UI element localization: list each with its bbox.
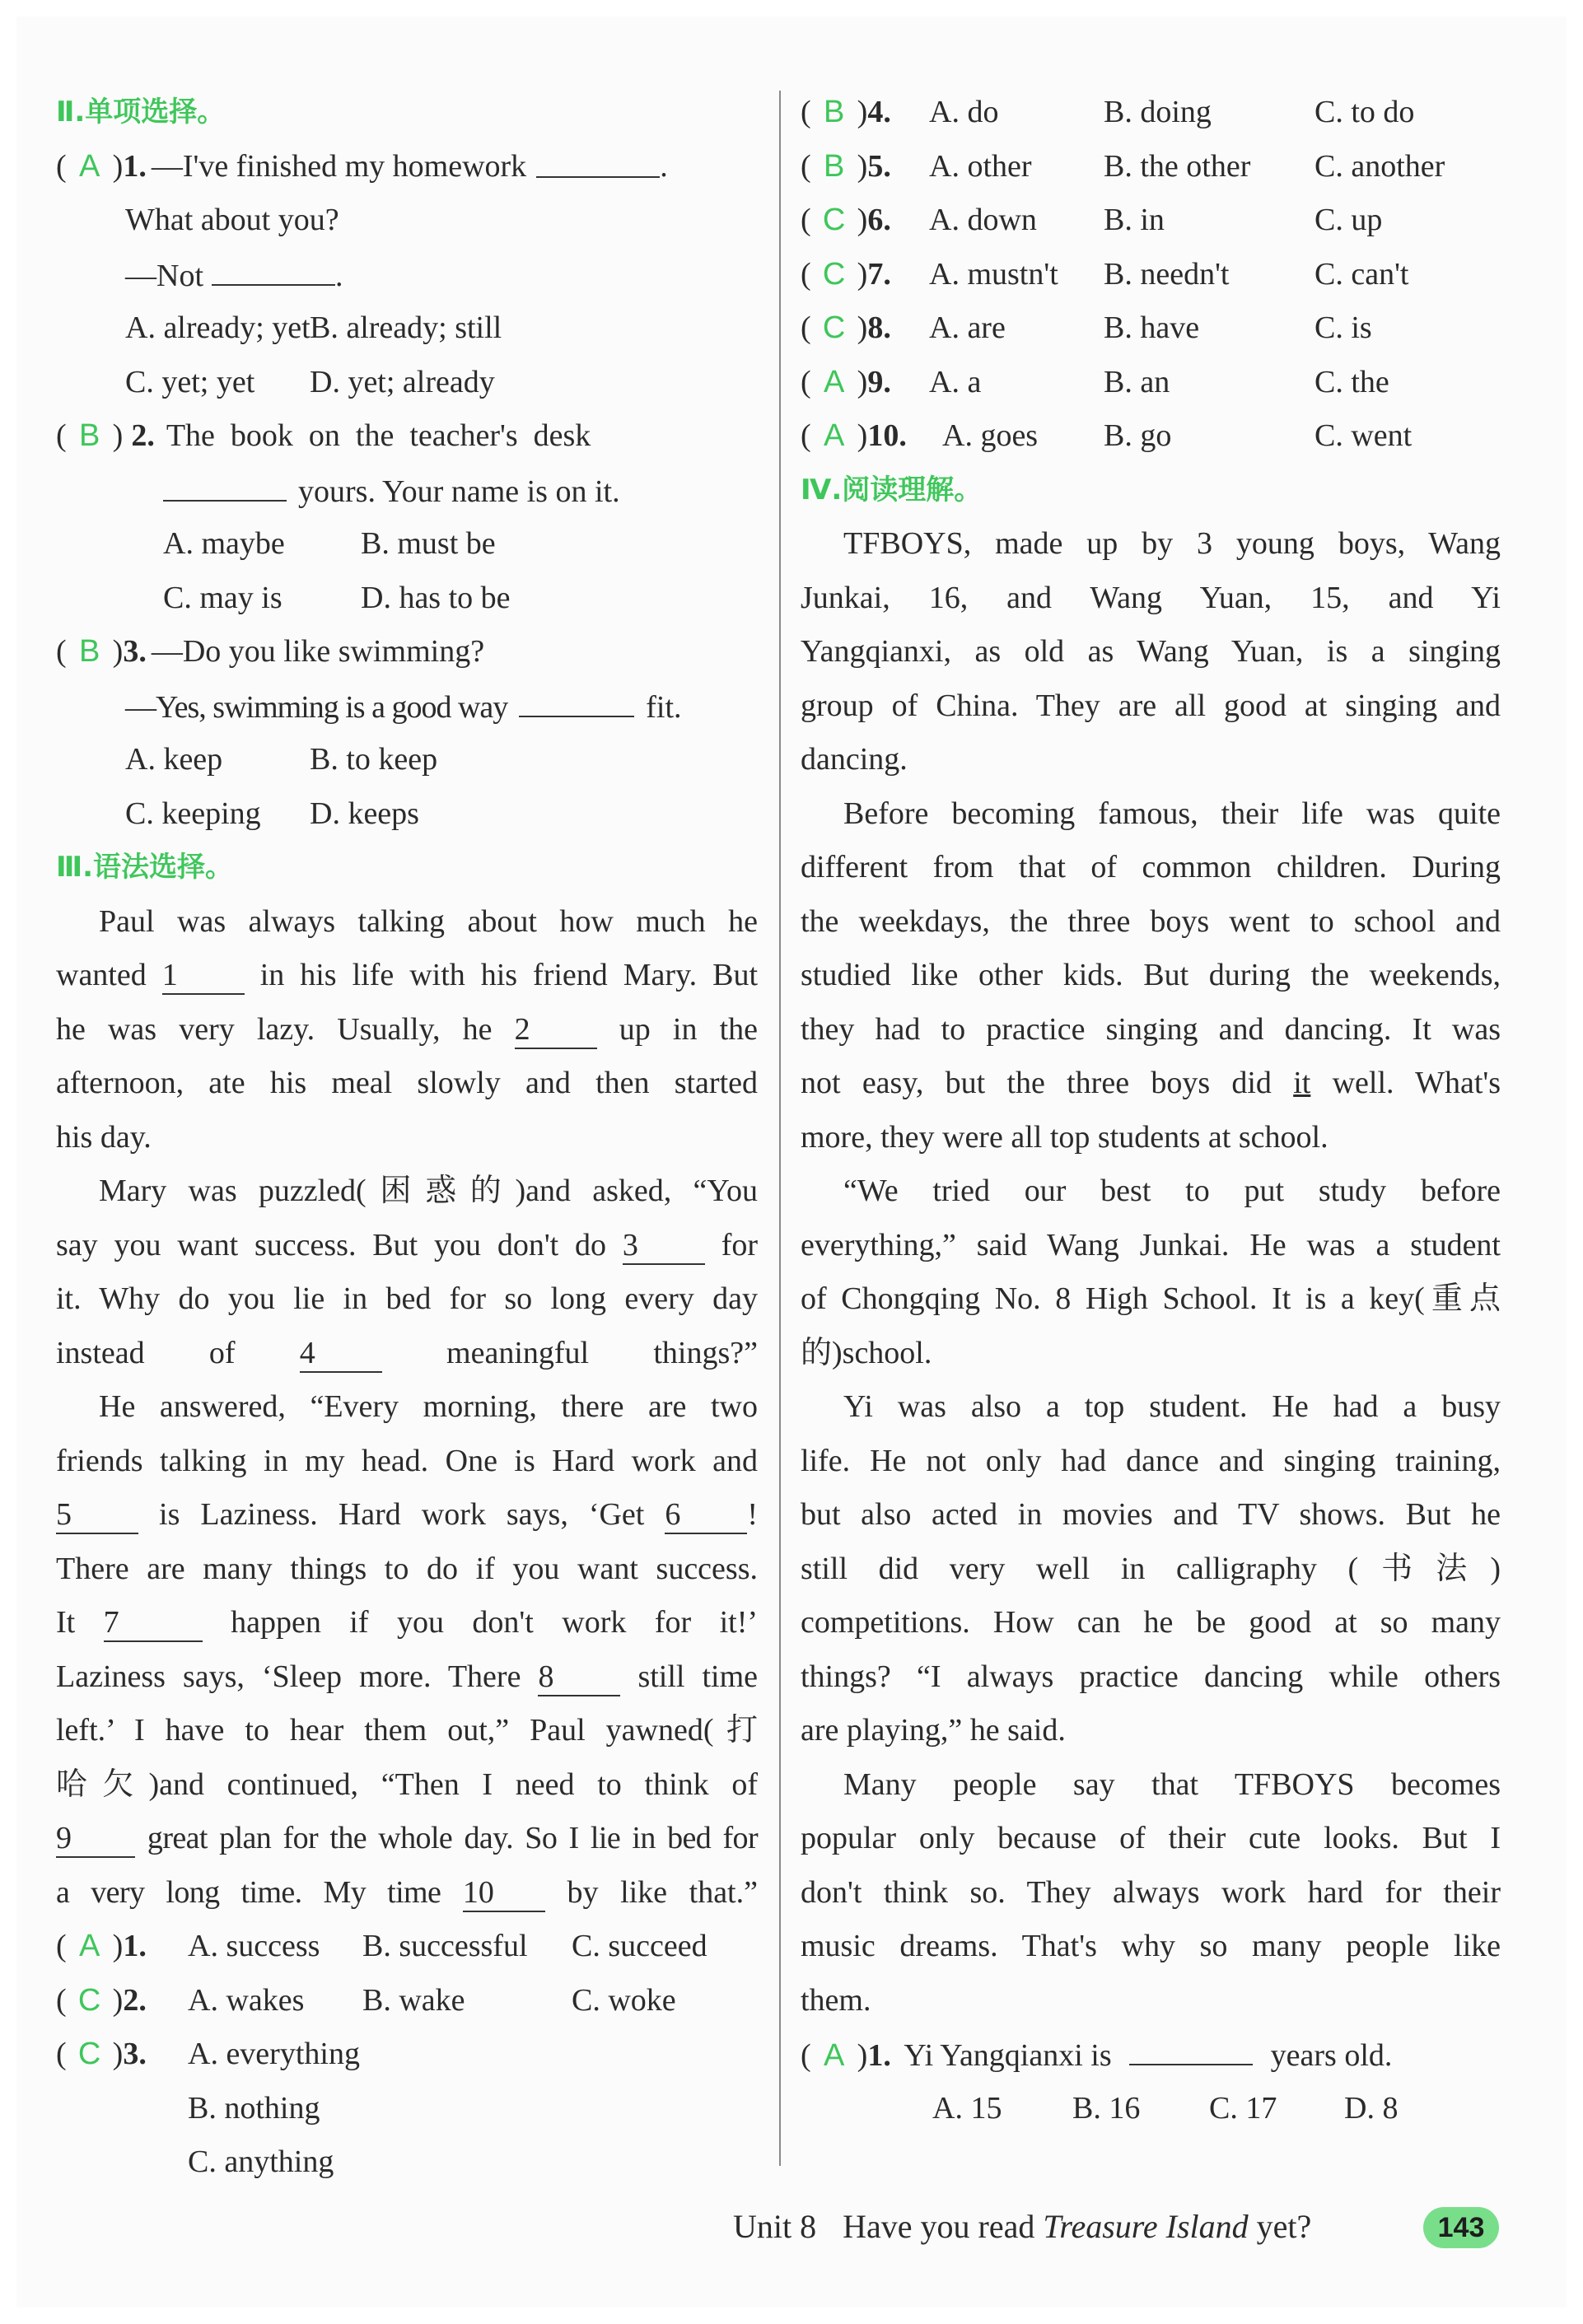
passage-line: Many people say that TFBOYS becomes [843, 1766, 1501, 1802]
passage-line: but also acted in movies and TV shows. But he [801, 1497, 1501, 1532]
passage-line: Laziness says, ‘Sleep more. There 8 still time [56, 1650, 758, 1705]
option: C. to do [1314, 95, 1415, 129]
grammar-question-6: ( C )6. A. down B. in C. up [801, 194, 1501, 248]
option: C. the [1314, 364, 1389, 399]
passage-line: his day. [56, 1119, 152, 1155]
section-heading: Ⅲ.语法选择。 [56, 851, 234, 884]
answer: A [78, 148, 100, 184]
passage-line: they had to practice singing and dancing. It was [801, 1011, 1501, 1047]
passage-line: things? “I always practice dancing while others [801, 1659, 1501, 1694]
option: C. went [1314, 418, 1413, 453]
blank [212, 248, 335, 286]
answer: C [822, 256, 846, 292]
passage-line: It 7 happen if you don't work for it!’ [56, 1596, 758, 1650]
section-heading: Ⅳ.阅读理解。 [801, 473, 983, 506]
blank [163, 464, 287, 502]
blank [1129, 2028, 1253, 2065]
option: C. may is [163, 580, 283, 615]
option: B. in [1104, 203, 1165, 237]
answer: C [77, 2037, 101, 2071]
option: C. up [1314, 203, 1383, 237]
option: C. yet; yet [125, 364, 255, 399]
option: C. keeping [125, 796, 261, 831]
grammar-question-5: ( B )5. A. other B. the other C. another [801, 140, 1501, 194]
passage-line: are playing,” he said. [801, 1713, 1066, 1748]
option: C. can't [1314, 256, 1409, 292]
option: B. wake [362, 1982, 465, 2018]
blank-8: 8 [538, 1659, 620, 1696]
blank-9: 9 [56, 1820, 135, 1858]
option: C. another [1314, 148, 1445, 184]
option: A. are [929, 310, 1006, 345]
option: A. 15 [932, 2090, 1002, 2126]
passage-line: more, they were all top students at school. [801, 1119, 1329, 1155]
option: B. successful [362, 1929, 528, 1963]
question-2: ( B ) 2. The book on the teacher's desk [56, 409, 758, 464]
option: C. 17 [1209, 2090, 1277, 2126]
passage-line: the weekdays, the three boys went to school and [801, 903, 1501, 939]
passage-line: don't think so. They always work hard for their [801, 1874, 1501, 1910]
passage-line: a very long time. My time 10 by like that.” [56, 1866, 758, 1920]
passage-line: say you want success. But you don't do 3 for [56, 1219, 758, 1273]
passage-line: There are many things to do if you want success. [56, 1551, 758, 1586]
option: B. to keep [310, 742, 438, 777]
blank-3: 3 [623, 1227, 705, 1265]
grammar-question-2: ( C )2. A. wakes B. wake C. woke [56, 1974, 758, 2028]
passage-line: wanted 1 in his life with his friend Mary. But [56, 949, 758, 1003]
passage-line: friends talking in my head. One is Hard work and [56, 1443, 758, 1478]
answer: B [78, 418, 100, 453]
answer: B [78, 634, 100, 669]
passage-line: them. [801, 1982, 871, 2018]
option: A. maybe [163, 526, 285, 561]
grammar-question-8: ( C )8. A. are B. have C. is [801, 301, 1501, 356]
option: A. other [929, 148, 1032, 184]
grammar-question-3: ( C )3. A. everything [56, 2028, 758, 2082]
passage-line: Mary was puzzled(困惑的)and asked, “You [99, 1174, 758, 1208]
passage-line: left.’ I have to hear them out,” Paul yawned(打 [56, 1713, 758, 1748]
passage-line: Paul was always talking about how much he [99, 903, 758, 939]
passage-line: 5 is Laziness. Hard work says, ‘Get 6 ! [56, 1488, 758, 1542]
option: A. keep [125, 742, 223, 777]
option: A. mustn't [929, 256, 1058, 292]
option: B. 16 [1072, 2090, 1141, 2126]
blank [536, 140, 660, 178]
passage-line: instead of 4 meaningful things?” [56, 1327, 758, 1381]
option: B. the other [1104, 148, 1251, 184]
blank-4: 4 [300, 1335, 382, 1373]
answer: B [823, 148, 845, 184]
grammar-question-1: ( A )1. A. success B. successful C. succeed [56, 1920, 758, 1974]
answer: A [78, 1929, 100, 1963]
passage-line: popular only because of their cute looks. But I [801, 1821, 1501, 1855]
option: D. keeps [310, 796, 419, 831]
section-heading: Ⅱ.单项选择。 [56, 96, 226, 128]
answer: A [823, 364, 845, 399]
passage-line: Before becoming famous, their life was quite [843, 796, 1501, 831]
column-divider [779, 91, 781, 2166]
passage-line: 9 great plan for the whole day. So I lie in bed for [56, 1812, 758, 1866]
passage-line: studied like other kids. But during the weekends, [801, 958, 1501, 992]
option: B. must be [361, 526, 496, 561]
passage-line: he was very lazy. Usually, he 2 up in the [56, 1003, 758, 1057]
passage-line: still did very well in calligraphy (书法) [801, 1551, 1501, 1586]
option: B. already; still [310, 310, 502, 345]
passage-line: Yi was also a top student. He had a busy [843, 1389, 1501, 1424]
option: A. down [929, 203, 1037, 237]
option: A. do [929, 95, 999, 129]
blank-1: 1 [162, 957, 245, 995]
page-number: 143 [1423, 2207, 1499, 2248]
passage-line: different from that of common children. During [801, 850, 1501, 884]
option: B. an [1104, 364, 1170, 399]
passage-line: Yangqianxi, as old as Wang Yuan, is a singing [801, 634, 1501, 669]
book-title: Treasure Island [1043, 2208, 1249, 2245]
option: A. already; yet [125, 310, 311, 345]
grammar-question-4: ( B )4. A. do B. doing C. to do [801, 86, 1501, 140]
option: D. has to be [361, 580, 511, 615]
option: B. have [1104, 310, 1200, 345]
option: B. doing [1104, 95, 1212, 129]
answer: C [822, 310, 846, 345]
option: B. nothing [188, 2090, 320, 2126]
page-footer: Unit 8 Have you read Treasure Island yet? [733, 2208, 1312, 2245]
unit-label: Unit 8 [733, 2208, 817, 2245]
passage-line: dancing. [801, 742, 908, 777]
grammar-question-7: ( C )7. A. mustn't B. needn't C. can't [801, 248, 1501, 302]
question-3: ( B ) 3. —Do you like swimming? [56, 625, 758, 679]
option: C. is [1314, 310, 1372, 345]
option: D. yet; already [310, 364, 495, 399]
passage-line: “We tried our best to put study before [843, 1174, 1501, 1208]
left-column: Ⅱ.单项选择。 ( A ) 1. —I've finished my homework . What about you? —Not . A. already; yetB. already; still C. yet; yet D. yet; already ( B ) 2. The book on the teacher's desk yours. Your name is on it. A. maybe B. must be C. may is D. has to be ( B ) 3. —Do you like swimming? —Yes, swimming is a good way fit. A. keep B. to keep C. keeping D. keeps Ⅲ.语法选择。 Paul was always talking about how much he wanted 1 in his life with his friend Mary. But he was very lazy. Usually, he 2 up in the afternoon, ate his meal slowly and then started his day. Mary was puzzled(困惑的)and asked, “You say you want success. But you don't do 3 for it. Why do you lie in bed for so long every day instead of 4 meaningful things?” He answered, “Every morning, there are two friends talking in my head. One is Hard work and 5 is Laziness. Hard work says, ‘Get 6 ! There are many things to do if you want success. It 7 happen if you don't work for it!’ Laziness says, ‘Sleep more. There 8 still time left.’ I have to hear them out,” Paul yawned(打 哈欠)and continued, “Then I need to think of 9 great plan for the whole day. So I lie in bed for a very long time. My time 10 by like that.” ( A )1. A. success B. successful C. succeed ( C )2. A. wakes B. wake C. woke ( C )3. A. everything B. nothing C. anything [56, 86, 758, 2190]
answer: A [823, 2038, 845, 2073]
passage-line: Junkai, 16, and Wang Yuan, 15, and Yi [801, 580, 1501, 615]
option: D. 8 [1344, 2090, 1399, 2126]
passage-line: TFBOYS, made up by 3 young boys, Wang [843, 526, 1501, 561]
reading-question-1: ( A )1. Yi Yangqianxi is years old. [801, 2028, 1501, 2082]
blank-5: 5 [56, 1496, 138, 1534]
option: A. wakes [188, 1982, 305, 2018]
option: A. everything [188, 2037, 360, 2071]
blank [519, 679, 634, 717]
passage-line: everything,” said Wang Junkai. He was a student [801, 1227, 1501, 1262]
passage-line: afternoon, ate his meal slowly and then started [56, 1066, 758, 1100]
option: C. woke [572, 1982, 676, 2018]
option: B. go [1104, 418, 1172, 453]
underlined-word: it [1293, 1066, 1311, 1100]
blank-7: 7 [104, 1604, 203, 1642]
option: A. a [929, 364, 982, 399]
passage-line: of Chongqing No. 8 High School. It is a key(重点 [801, 1281, 1501, 1316]
option: A. goes [942, 418, 1039, 453]
passage-line: it. Why do you lie in bed for so long every day [56, 1281, 758, 1316]
answer: B [823, 95, 845, 129]
answer: C [77, 1982, 101, 2018]
question-1: ( A ) 1. —I've finished my homework . [56, 140, 758, 194]
passage-line: music dreams. That's why so many people like [801, 1929, 1501, 1963]
option: B. needn't [1104, 256, 1230, 292]
passage-line: not easy, but the three boys did it well. What's [801, 1066, 1501, 1100]
passage-line: life. He not only had dance and singing training, [801, 1443, 1501, 1478]
option: A. success [188, 1929, 320, 1963]
blank-2: 2 [515, 1011, 597, 1049]
right-column [801, 86, 1501, 2135]
option: C. succeed [572, 1929, 707, 1963]
blank-6: 6 [665, 1496, 747, 1534]
passage-line: competitions. How can he be good at so many [801, 1605, 1501, 1640]
passage-line: group of China. They are all good at singing and [801, 688, 1501, 723]
passage-line: 哈欠)and continued, “Then I need to think of [56, 1766, 758, 1802]
answer: A [823, 418, 845, 453]
answer: C [822, 203, 846, 237]
blank-10: 10 [463, 1874, 545, 1912]
grammar-question-9: ( A )9. A. a B. an C. the [801, 356, 1501, 410]
option: C. anything [188, 2144, 334, 2179]
passage-line: 的)school. [801, 1335, 932, 1370]
grammar-question-10: ( A )10. A. goes B. go C. went [801, 409, 1501, 464]
passage-line: He answered, “Every morning, there are two [99, 1389, 758, 1424]
